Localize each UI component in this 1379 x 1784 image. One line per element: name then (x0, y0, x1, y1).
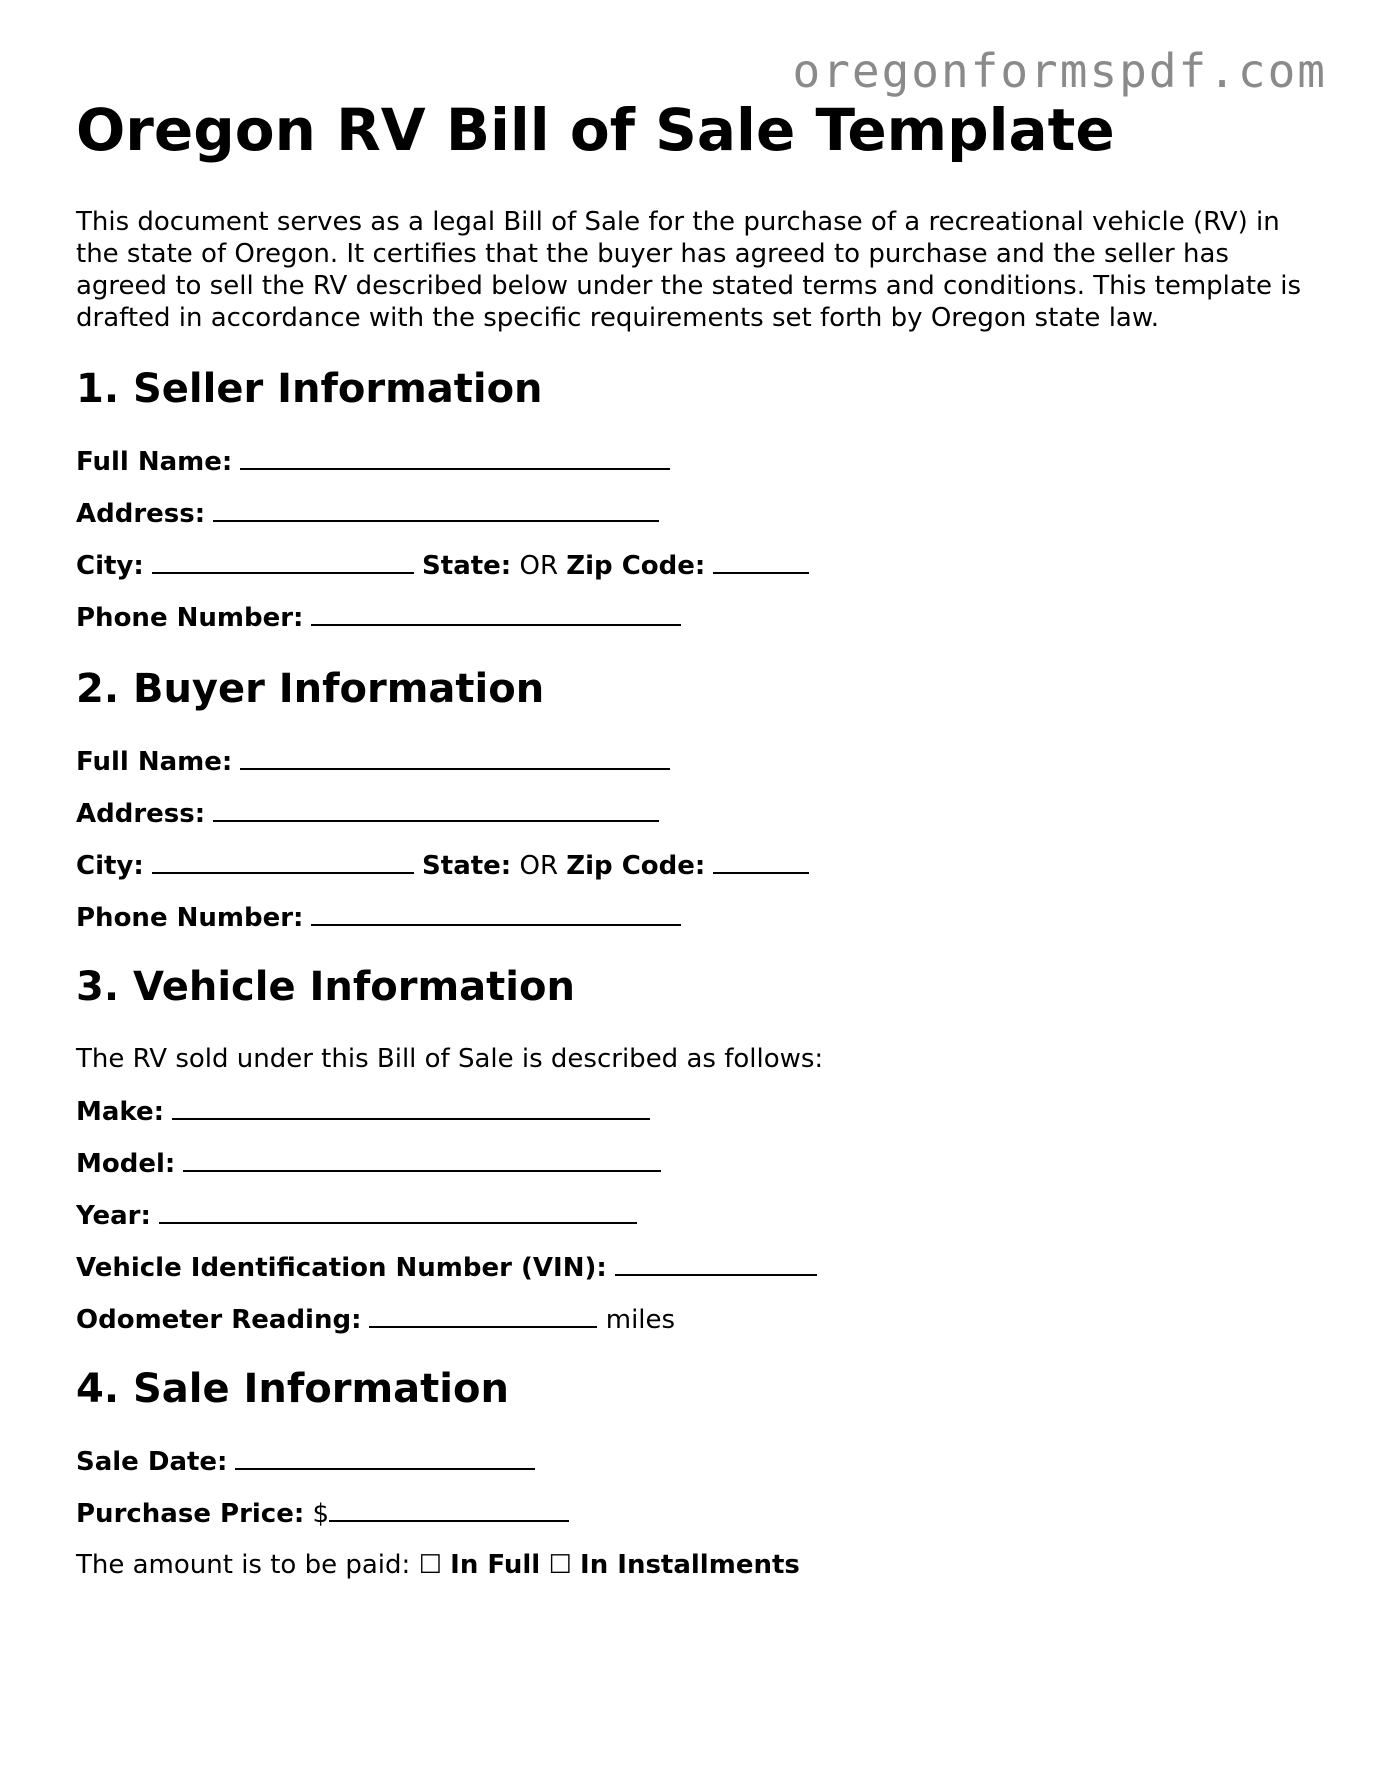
intro-paragraph: This document serves as a legal Bill of Sale for the purchase of a recreational vehicle (RV) in the state of Oregon. It certifies that the buyer has agreed to purchase and the seller has agreed to sell the RV described below under the stated terms and conditions. This template is drafted in accordance with the specific requirements set forth by Oregon state law. (76, 207, 1302, 333)
vehicle-year-field[interactable] (159, 1198, 637, 1224)
vehicle-model-row (76, 1146, 1316, 1180)
vehicle-make-label: Make: (76, 1097, 165, 1127)
buyer-address-label: Address: (76, 799, 206, 829)
seller-address-row (76, 496, 1316, 530)
vehicle-vin-label: Vehicle Identification Number (VIN): (76, 1253, 607, 1283)
vehicle-make-field[interactable] (172, 1094, 650, 1120)
buyer-state-label: State: (422, 851, 512, 881)
checkbox-in-full[interactable]: ☐ (418, 1550, 442, 1580)
buyer-phone-field[interactable] (311, 900, 681, 926)
sale-heading: 4. Sale Information (76, 1366, 509, 1412)
option-in-installments-label: In Installments (580, 1550, 800, 1580)
checkbox-in-installments[interactable]: ☐ (548, 1550, 572, 1580)
buyer-city-label: City: (76, 851, 144, 881)
seller-full-name-field[interactable] (240, 444, 670, 470)
seller-state-label: State: (422, 551, 512, 581)
option-in-full-label: In Full (450, 1550, 541, 1580)
sale-date-label: Sale Date: (76, 1447, 228, 1477)
document-page (76, 90, 1316, 1582)
vehicle-year-row (76, 1198, 1316, 1232)
currency-symbol: $ (312, 1499, 330, 1529)
seller-address-label: Address: (76, 499, 206, 529)
vehicle-model-field[interactable] (183, 1146, 661, 1172)
seller-city-field[interactable] (152, 548, 414, 574)
payment-method-row (76, 1548, 1316, 1582)
vehicle-odometer-row (76, 1302, 1316, 1336)
seller-zip-label: Zip Code: (566, 551, 706, 581)
seller-phone-field[interactable] (311, 600, 681, 626)
vehicle-vin-field[interactable] (615, 1250, 817, 1276)
buyer-phone-label: Phone Number: (76, 903, 304, 933)
buyer-address-field[interactable] (213, 796, 659, 822)
buyer-state-value: OR (519, 851, 559, 881)
seller-state-value: OR (519, 551, 559, 581)
buyer-full-name-field[interactable] (240, 744, 670, 770)
buyer-zip-label: Zip Code: (566, 851, 706, 881)
sale-price-field[interactable] (329, 1496, 569, 1522)
vehicle-make-row (76, 1094, 1316, 1128)
seller-zip-field[interactable] (713, 548, 809, 574)
seller-city-label: City: (76, 551, 144, 581)
vehicle-odometer-label: Odometer Reading: (76, 1305, 362, 1335)
buyer-full-name-label: Full Name: (76, 747, 233, 777)
vehicle-heading: 3. Vehicle Information (76, 964, 575, 1010)
vehicle-description-text: The RV sold under this Bill of Sale is described as follows: (76, 1044, 824, 1074)
sale-date-row (76, 1444, 1316, 1478)
vehicle-vin-row (76, 1250, 1316, 1284)
buyer-heading: 2. Buyer Information (76, 666, 545, 712)
vehicle-description (76, 1042, 1316, 1076)
page-title: Oregon RV Bill of Sale Template (76, 96, 1115, 164)
vehicle-odometer-unit: miles (605, 1305, 676, 1335)
seller-full-name-label: Full Name: (76, 447, 233, 477)
watermark: oregonformspdf.com (792, 44, 1327, 98)
vehicle-model-label: Model: (76, 1149, 176, 1179)
seller-full-name-row (76, 444, 1316, 478)
vehicle-odometer-field[interactable] (369, 1302, 597, 1328)
seller-phone-row (76, 600, 1316, 634)
vehicle-year-label: Year: (76, 1201, 151, 1231)
seller-phone-label: Phone Number: (76, 603, 304, 633)
buyer-full-name-row (76, 744, 1316, 778)
buyer-city-row (76, 848, 1316, 882)
seller-heading: 1. Seller Information (76, 366, 543, 412)
sale-price-row (76, 1496, 1316, 1530)
seller-address-field[interactable] (213, 496, 659, 522)
buyer-phone-row (76, 900, 1316, 934)
seller-city-row (76, 548, 1316, 582)
buyer-zip-field[interactable] (713, 848, 809, 874)
buyer-city-field[interactable] (152, 848, 414, 874)
sale-price-label: Purchase Price: (76, 1499, 305, 1529)
payment-text: The amount is to be paid: (76, 1550, 411, 1580)
buyer-address-row (76, 796, 1316, 830)
sale-date-field[interactable] (235, 1444, 535, 1470)
